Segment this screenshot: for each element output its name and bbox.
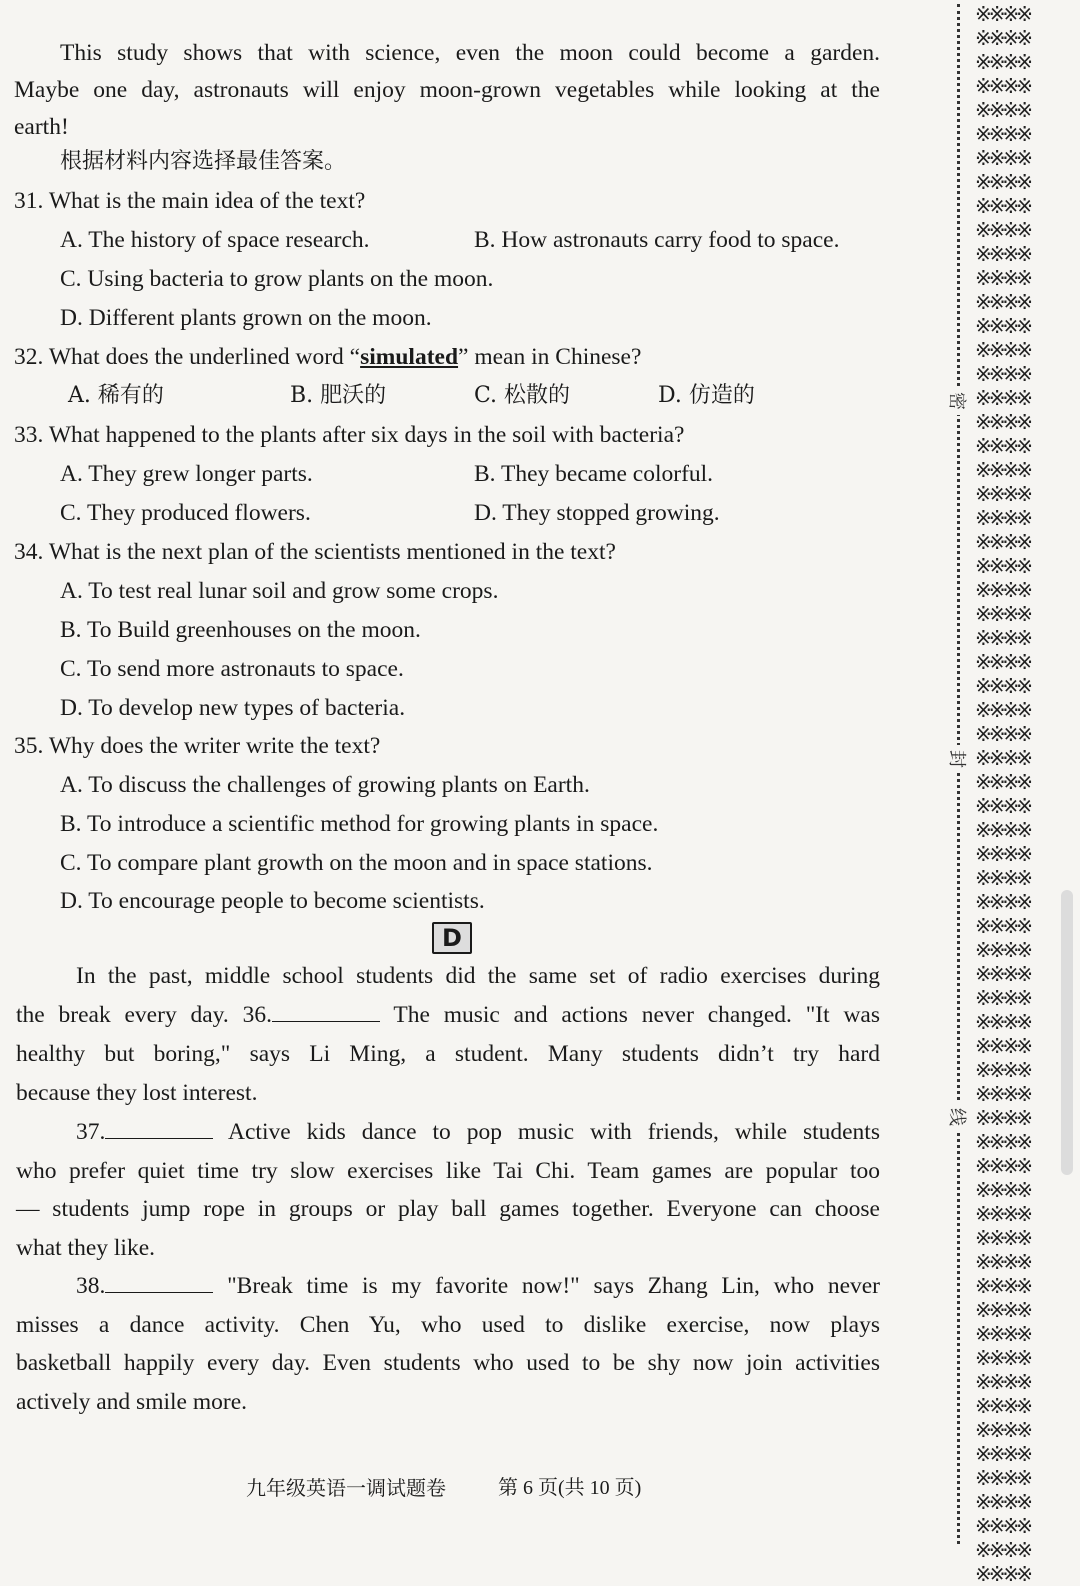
seal-mark: 线	[945, 1103, 971, 1131]
passage-d-line	[76, 1117, 880, 1147]
question-34: 34. What is the next plan of the scientists mentioned in the text?	[14, 539, 616, 565]
option-31-b: B. How astronauts carry food to space.	[474, 227, 840, 253]
option-33-d: D. They stopped growing.	[474, 500, 720, 526]
instruction: 根据材料内容选择最佳答案。	[60, 149, 347, 174]
option-32-c: C. 松散的	[474, 383, 571, 408]
passage-c-line: Maybe one day, astronauts will enjoy moon-grown vegetables while looking at the	[14, 77, 880, 103]
passage-d-line	[76, 1271, 880, 1301]
option-35-c: C. To compare plant growth on the moon and in space stations.	[60, 850, 653, 876]
passage-d-text: "Break time is my favorite now!" says Zhang Lin, who never	[227, 1273, 881, 1299]
seal-mark: 封	[945, 745, 971, 773]
passage-d-line: healthy but boring," says Li Ming, a student. Many students didn’t try hard	[16, 1041, 880, 1067]
option-34-b: B. To Build greenhouses on the moon.	[60, 617, 421, 643]
passage-d-line: actively and smile more.	[16, 1389, 248, 1415]
passage-d-text: 38.	[76, 1273, 106, 1299]
page-info: 第 6 页(共 10 页)	[498, 1477, 642, 1499]
question-32-prefix: 32. What does the underlined word “	[14, 344, 361, 370]
option-32-a: A. 稀有的	[68, 383, 164, 408]
option-35-a: A. To discuss the challenges of growing plants on Earth.	[60, 772, 590, 798]
passage-c-line: This study shows that with science, even the moon could become a garden.	[60, 40, 880, 66]
scrollbar-thumb[interactable]	[1061, 890, 1073, 1175]
passage-d-line: basketball happily every day. Even students who used to be shy now join activities	[16, 1350, 880, 1376]
option-33-a: A. They grew longer parts.	[60, 461, 313, 487]
question-31: 31. What is the main idea of the text?	[14, 188, 366, 214]
option-34-c: C. To send more astronauts to space.	[60, 656, 404, 682]
underlined-word: simulated	[360, 344, 459, 370]
option-35-b: B. To introduce a scientific method for growing plants in space.	[60, 811, 659, 837]
passage-d-line: because they lost interest.	[16, 1080, 258, 1106]
passage-d-text: Active kids dance to pop music with friends, while students	[228, 1119, 880, 1145]
question-35: 35. Why does the writer write the text?	[14, 733, 381, 759]
option-34-a: A. To test real lunar soil and grow some crops.	[60, 578, 499, 604]
option-33-c: C. They produced flowers.	[60, 500, 311, 526]
passage-d-text: the break every day. 36.	[16, 1002, 272, 1028]
pattern-column: ※※※※ ※※※※ ※※※※ ※※※※ ※※※※ ※※※※ ※※※※ ※※※※ ※※※※ ※※※※ ※※※※ ※※※※ ※※※※ ※※※※ ※※※※ ※※※※ ※※※※ ※※※※ ※※※※ ※※※※ ※※※※ ※※※※ ※※※※ ※※※※ ※※※※ ※※※※ ※※※※ ※※※※ ※※※※ ※※※※ ※※※※ ※※※※ ※※※※ ※※※※ ※※※※ ※※※※ ※※※※ ※※※※ ※※※※ ※※※※ ※※※※ ※※※※ ※※※※ ※※※※ ※※※※ ※※※※ ※※※※ ※※※※ ※※※※ ※※※※ ※※※※ ※※※※ ※※※※ ※※※※ ※※※※ ※※※※ ※※※※ ※※※※ ※※※※ ※※※※ ※※※※ ※※※※ ※※※※ ※※※※ ※※※※ ※※※※	[975, 2, 1031, 1586]
option-34-d: D. To develop new types of bacteria.	[60, 695, 406, 721]
passage-d-line: misses a dance activity. Chen Yu, who used to dislike exercise, now plays	[16, 1312, 880, 1338]
question-32-suffix: ” mean in Chinese?	[458, 344, 642, 370]
passage-d-text: The music and actions never changed. "It was	[393, 1002, 881, 1028]
option-33-b: B. They became colorful.	[474, 461, 714, 487]
option-31-a: A. The history of space research.	[60, 227, 370, 253]
exam-title: 九年级英语一调试题卷	[246, 1476, 446, 1500]
seal-dotted-line	[957, 4, 960, 1544]
option-35-d: D. To encourage people to become scientists.	[60, 888, 485, 914]
passage-d-line: who prefer quiet time try slow exercises like Tai Chi. Team games are popular too	[16, 1158, 880, 1184]
question-32	[14, 342, 641, 372]
option-31-c: C. Using bacteria to grow plants on the moon.	[60, 266, 494, 292]
passage-d-line: what they like.	[16, 1235, 156, 1261]
passage-d-line: — students jump rope in groups or play ball games together. Everyone can choose	[16, 1196, 880, 1222]
passage-d-line	[16, 1000, 880, 1030]
passage-d-text: 37.	[76, 1119, 106, 1145]
seal-mark: 密	[945, 387, 971, 415]
option-32-d: D. 仿造的	[658, 383, 755, 408]
passage-c-line: earth!	[14, 114, 69, 140]
question-33: 33. What happened to the plants after six days in the soil with bacteria?	[14, 422, 685, 448]
blank-37[interactable]	[105, 1118, 213, 1139]
blank-38[interactable]	[105, 1272, 213, 1293]
option-32-b: B. 肥沃的	[290, 383, 387, 408]
blank-36[interactable]	[272, 1001, 380, 1022]
section-d-label: D	[432, 922, 472, 954]
passage-d-line: In the past, middle school students did the same set of radio exercises during	[76, 963, 880, 989]
option-31-d: D. Different plants grown on the moon.	[60, 305, 432, 331]
